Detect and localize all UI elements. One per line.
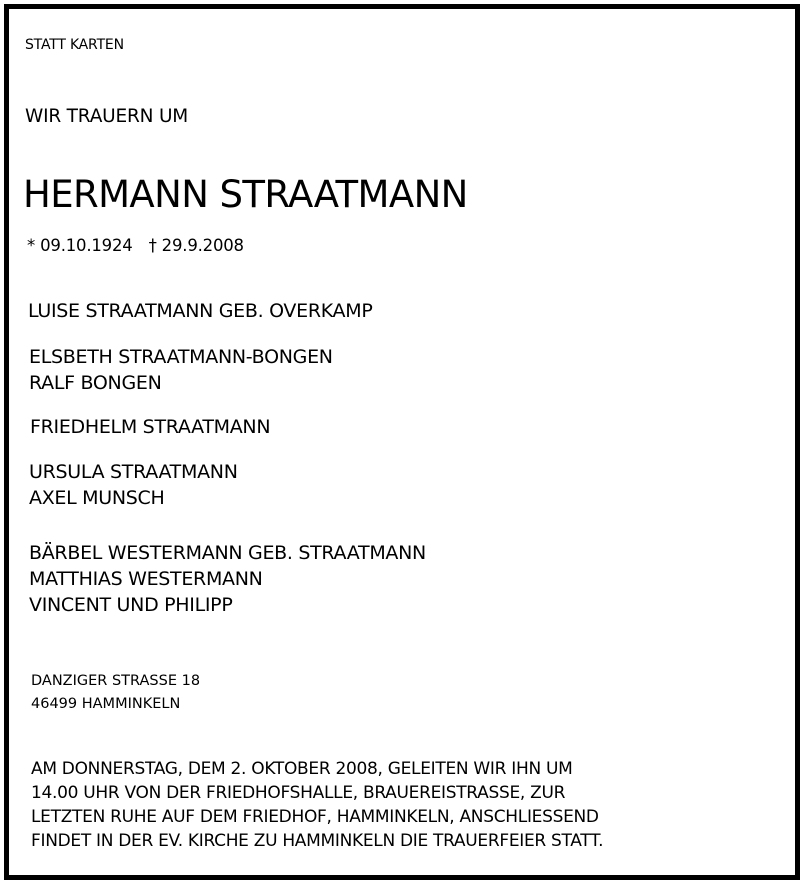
mourner-name: BÄRBEL WESTERMANN GEB. STRAATMANN bbox=[29, 542, 426, 564]
mourner-group bbox=[28, 298, 373, 324]
mourner-name: AXEL MUNSCH bbox=[29, 487, 165, 509]
obituary-notice bbox=[4, 4, 800, 880]
life-dates bbox=[27, 236, 244, 255]
address bbox=[31, 670, 200, 716]
mourner-name: MATTHIAS WESTERMANN bbox=[29, 568, 263, 590]
mourner-name: ELSBETH STRAATMANN-BONGEN bbox=[29, 346, 333, 368]
mourner-group bbox=[29, 344, 333, 396]
mourner-group bbox=[29, 459, 238, 511]
preheader: STATT KARTEN bbox=[25, 37, 124, 53]
birth-date: * 09.10.1924 bbox=[27, 236, 133, 255]
mourner-name: FRIEDHELM STRAATMANN bbox=[30, 416, 271, 438]
death-date: † 29.9.2008 bbox=[148, 236, 244, 255]
address-street: DANZIGER STRASSE 18 bbox=[31, 673, 201, 689]
mourner-name: RALF BONGEN bbox=[29, 372, 162, 394]
mourner-group bbox=[29, 540, 426, 618]
mourner-name: URSULA STRAATMANN bbox=[29, 461, 238, 483]
funeral-info-line: FINDET IN DER EV. KIRCHE ZU HAMMINKELN DIE TRAUERFEIER STATT. bbox=[31, 831, 604, 851]
funeral-info bbox=[31, 757, 603, 853]
intro-text: WIR TRAUERN UM bbox=[25, 106, 189, 127]
funeral-info-line: LETZTEN RUHE AUF DEM FRIEDHOF, HAMMINKELN, ANSCHLIESSEND bbox=[31, 807, 599, 827]
funeral-info-line: AM DONNERSTAG, DEM 2. OKTOBER 2008, GELEITEN WIR IHN UM bbox=[31, 759, 573, 779]
address-city: 46499 HAMMINKELN bbox=[31, 696, 181, 712]
funeral-info-line: 14.00 UHR VON DER FRIEDHOFSHALLE, BRAUEREISTRASSE, ZUR bbox=[31, 783, 566, 803]
mourner-name: VINCENT UND PHILIPP bbox=[29, 594, 233, 616]
deceased-name: HERMANN STRAATMANN bbox=[23, 173, 468, 216]
mourner-group bbox=[30, 414, 270, 440]
mourner-name: LUISE STRAATMANN GEB. OVERKAMP bbox=[28, 300, 373, 322]
